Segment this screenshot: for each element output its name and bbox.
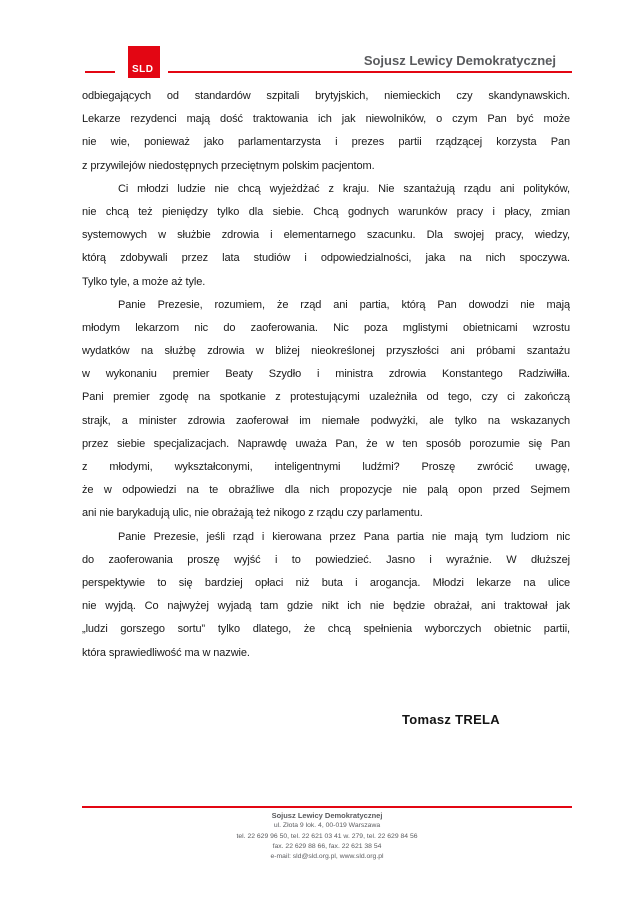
letter-line: strajk, a minister zdrowia zaoferował im niemałe podwyżki, ale tylko na wskazanych [82,414,570,427]
footer-fax: fax. 22 629 88 66, fax. 22 621 38 54 [272,842,382,850]
letter-line: z młodymi, wykształconymi, inteligentnymi ludźmi? Proszę zwrócić uwagę, [82,461,570,473]
letter-line: która sprawiedliwość ma w nazwie. [82,646,250,659]
letter-line: perspektywie to się bardziej opłaci niż buta i arogancja. Młodzi lekarze na ulice [82,576,570,589]
letter-line: Ci młodzi ludzie nie chcą wyjeżdżać z kraju. Nie szantażują rządu ani polityków, [118,182,570,195]
letter-line: systemowych w służbie zdrowia i elementarnego szacunku. Dla swojej pracy, wiedzy, [82,229,570,242]
letter-line: z przywilejów niedostępnych przeciętnym polskim pacjentom. [82,159,375,172]
letter-line: młodym lekarzom nic do zaoferowania. Nic poza mglistymi obietnicami wzrostu [82,321,570,334]
letter-line: wydatków na służbę zdrowia w bliżej nieokreślonej przyszłości ani próbami szantażu [82,345,570,358]
letter-line: Lekarze rezydenci mają dość traktowania ich jak niewolników, o czym Pan być może [82,113,570,126]
letterhead-rule [168,71,572,73]
letter-line: w wykonaniu premier Beaty Szydło i ministra zdrowia Konstantego Radziwiłła. [82,368,570,381]
letter-line: ani nie barykadują ulic, nie obrażają też nikogo z rządu czy parlamentu. [82,507,423,520]
sld-logo-text: SLD [132,64,154,75]
sld-logo-icon [128,46,160,78]
letter-line: nie wie, ponieważ jako parlamentarzysta i prezes partii rządzącej korzysta Pan [82,136,570,149]
footer-email-web: e-mail: sld@sld.org.pl, www.sld.org.pl [270,853,384,861]
letter-line: którą zdobywali przez lata studiów i odpowiedzialności, jaka na nich spoczywa. [82,252,570,265]
letter-body [82,85,570,665]
footer-phones: tel. 22 629 96 50, tel. 22 621 03 41 w. 279, tel. 22 629 84 56 [236,832,418,840]
letterhead-left-dash [85,71,115,73]
footer-org-name: Sojusz Lewicy Demokratycznej [271,811,383,820]
letter-line: do zaoferowania proszę wyjść i to powiedzieć. Jasno i wyraźnie. W dłuższej [82,553,570,566]
letter-line: „ludzi gorszego sortu” tylko dlatego, że chcą spełnienia wyborczych obietnic partii, [82,623,570,636]
footer-address: ul. Złota 9 lok. 4, 00-019 Warszawa [273,822,381,830]
footer-rule [82,806,572,808]
letter-line: Panie Prezesie, jeśli rząd i kierowana przez Pana partia nie mają tym ludziom nic [118,530,570,543]
footer-text-block [82,811,572,862]
letter-line: przez siebie specjalizacjach. Naprawdę uważa Pan, że w ten sposób porozumie się Pan [82,437,570,450]
letter-line: nie wyjdą. Co najwyżej wyjadą tam gdzie nikt ich nie będzie obrażał, ani traktował jak [82,600,570,613]
letter-line: nie chcą też pieniędzy tylko dla siebie. Chcą godnych warunków pracy i płacy, zmian [82,205,570,218]
signature-name: Tomasz TRELA [402,712,500,727]
letter-line: Tylko tyle, a może aż tyle. [82,275,206,288]
letterhead-org-name: Sojusz Lewicy Demokratycznej [363,53,556,68]
letter-line: odbiegających od standardów szpitali brytyjskich, niemieckich czy skandynawskich. [82,90,570,102]
letter-line: Pani premier zgodę na spotkanie z protestującymi uzależniła od tego, czy ci zakończą [82,391,570,404]
letter-line: Panie Prezesie, rozumiem, że rząd ani partia, którą Pan dowodzi nie mają [118,298,570,311]
letter-line: że w odpowiedzi na te obraźliwe dla nich propozycje nie palą opon przed Sejmem [82,484,570,497]
